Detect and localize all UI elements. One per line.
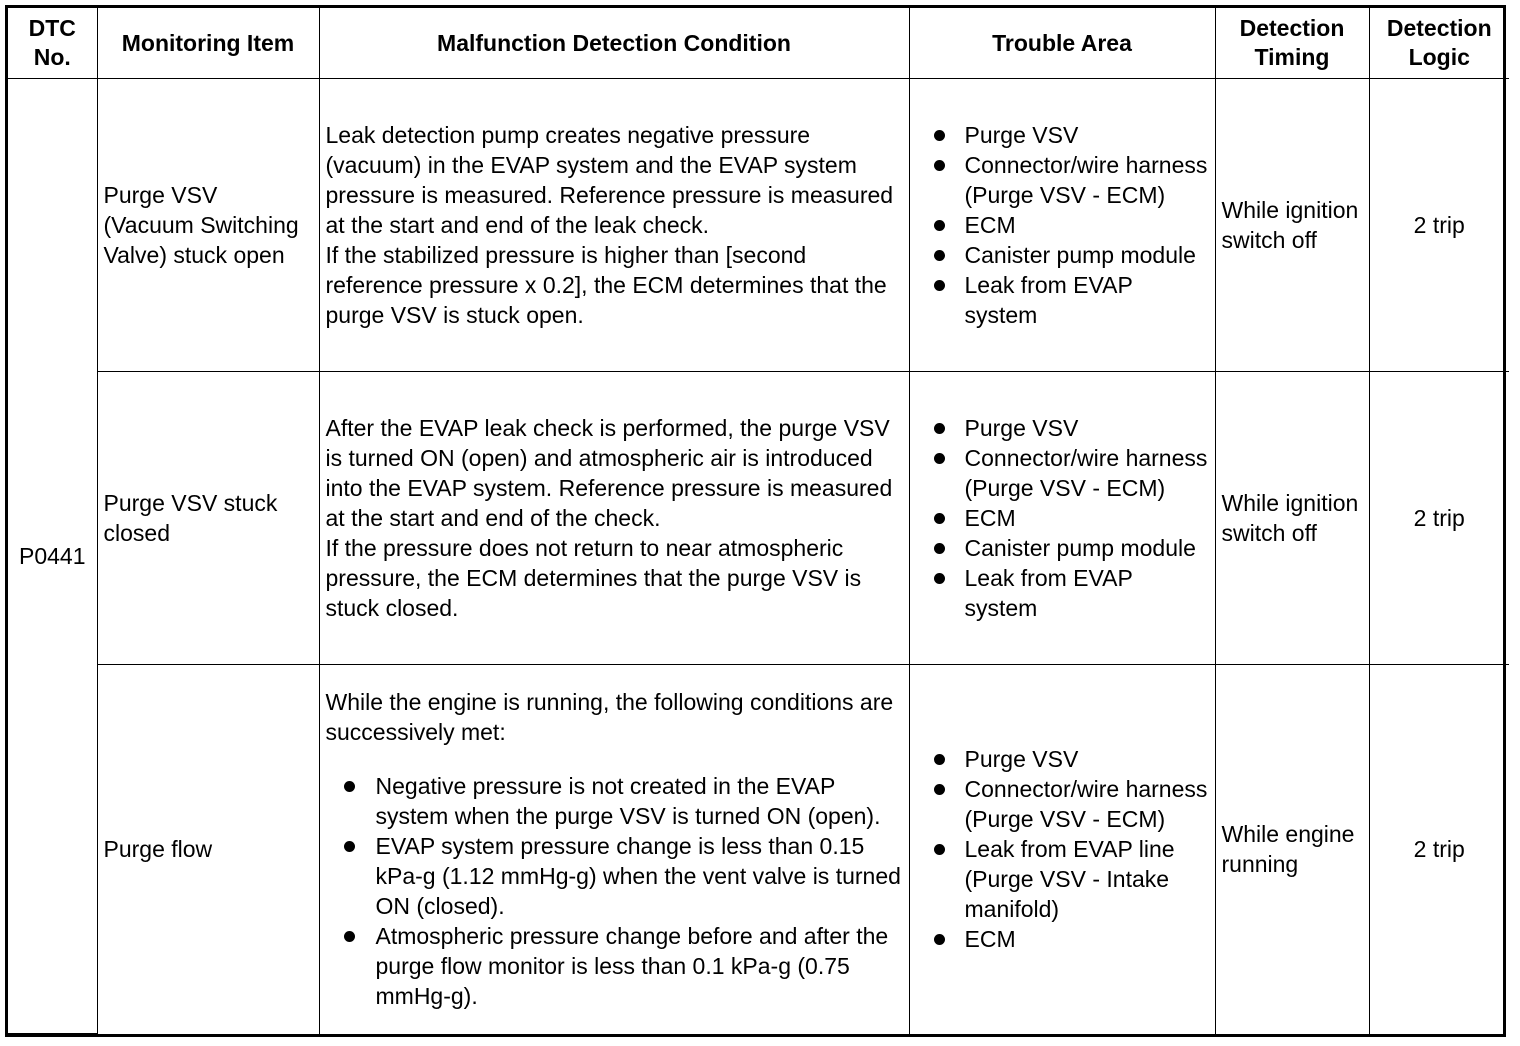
table-row	[8, 372, 1509, 665]
trouble-area	[909, 372, 1215, 665]
list-item: Leak from EVAP system	[916, 563, 1211, 623]
list-item: Connector/wire harness (Purge VSV - ECM)	[916, 774, 1211, 834]
dtc-table-frame	[5, 5, 1506, 1037]
header-detection-logic: Detection Logic	[1369, 8, 1509, 79]
table-row	[8, 79, 1509, 372]
detection-logic: 2 trip	[1369, 79, 1509, 372]
condition-paragraph: If the pressure does not return to near atmospheric pressure, the ECM determines that the purge VSV is stuck closed.	[325, 535, 862, 621]
header-malfunction-condition: Malfunction Detection Condition	[319, 8, 909, 79]
malfunction-condition	[319, 372, 909, 665]
monitoring-item: Purge flow	[97, 665, 319, 1034]
list-item: Leak from EVAP line (Purge VSV - Intake manifold)	[916, 834, 1211, 924]
list-item: ECM	[916, 210, 1211, 240]
list-item: Purge VSV	[916, 120, 1211, 150]
condition-paragraph: If the stabilized pressure is higher than [second reference pressure x 0.2], the ECM determines that the purge VSV is stuck open.	[325, 242, 887, 328]
list-item: EVAP system pressure change is less than 0.15 kPa-g (1.12 mmHg-g) when the vent valve is turned ON (closed).	[326, 831, 903, 921]
dtc-code: P0441	[8, 79, 97, 1034]
detection-timing: While ignition switch off	[1215, 372, 1369, 665]
trouble-area-list	[916, 744, 1211, 954]
list-item: Purge VSV	[916, 744, 1211, 774]
malfunction-condition	[319, 79, 909, 372]
monitoring-item: Purge VSV (Vacuum Switching Valve) stuck open	[97, 79, 319, 372]
condition-intro: While the engine is running, the following conditions are successively met:	[325, 689, 894, 746]
trouble-area-list	[916, 120, 1211, 330]
list-item: Purge VSV	[916, 413, 1211, 443]
trouble-area	[909, 665, 1215, 1034]
condition-list	[326, 771, 903, 1011]
header-dtc-no: DTC No.	[8, 8, 97, 79]
condition-paragraph: Leak detection pump creates negative pressure (vacuum) in the EVAP system and the EVAP system pressure is measured. Reference pressure is measured at the start and end of the leak check.	[325, 122, 894, 238]
header-monitoring-item: Monitoring Item	[97, 8, 319, 79]
detection-timing: While ignition switch off	[1215, 79, 1369, 372]
list-item: Leak from EVAP system	[916, 270, 1211, 330]
list-item: Canister pump module	[916, 533, 1211, 563]
detection-logic: 2 trip	[1369, 665, 1509, 1034]
list-item: Canister pump module	[916, 240, 1211, 270]
list-item: ECM	[916, 503, 1211, 533]
condition-paragraph: After the EVAP leak check is performed, the purge VSV is turned ON (open) and atmospheric air is introduced into the EVAP system. Reference pressure is measured at the start and end of the check.	[325, 415, 893, 531]
list-item: Atmospheric pressure change before and after the purge flow monitor is less than 0.1 kPa-g (0.75 mmHg-g).	[326, 921, 903, 1011]
detection-timing: While engine running	[1215, 665, 1369, 1034]
list-item: Negative pressure is not created in the EVAP system when the purge VSV is turned ON (open).	[326, 771, 903, 831]
trouble-area	[909, 79, 1215, 372]
list-item: ECM	[916, 924, 1211, 954]
monitoring-item: Purge VSV stuck closed	[97, 372, 319, 665]
header-trouble-area: Trouble Area	[909, 8, 1215, 79]
malfunction-condition	[319, 665, 909, 1034]
list-item: Connector/wire harness (Purge VSV - ECM)	[916, 150, 1211, 210]
trouble-area-list	[916, 413, 1211, 623]
header-row	[8, 8, 1509, 79]
detection-logic: 2 trip	[1369, 372, 1509, 665]
dtc-table	[8, 8, 1509, 1034]
table-row	[8, 665, 1509, 1034]
list-item: Connector/wire harness (Purge VSV - ECM)	[916, 443, 1211, 503]
header-detection-timing: Detection Timing	[1215, 8, 1369, 79]
